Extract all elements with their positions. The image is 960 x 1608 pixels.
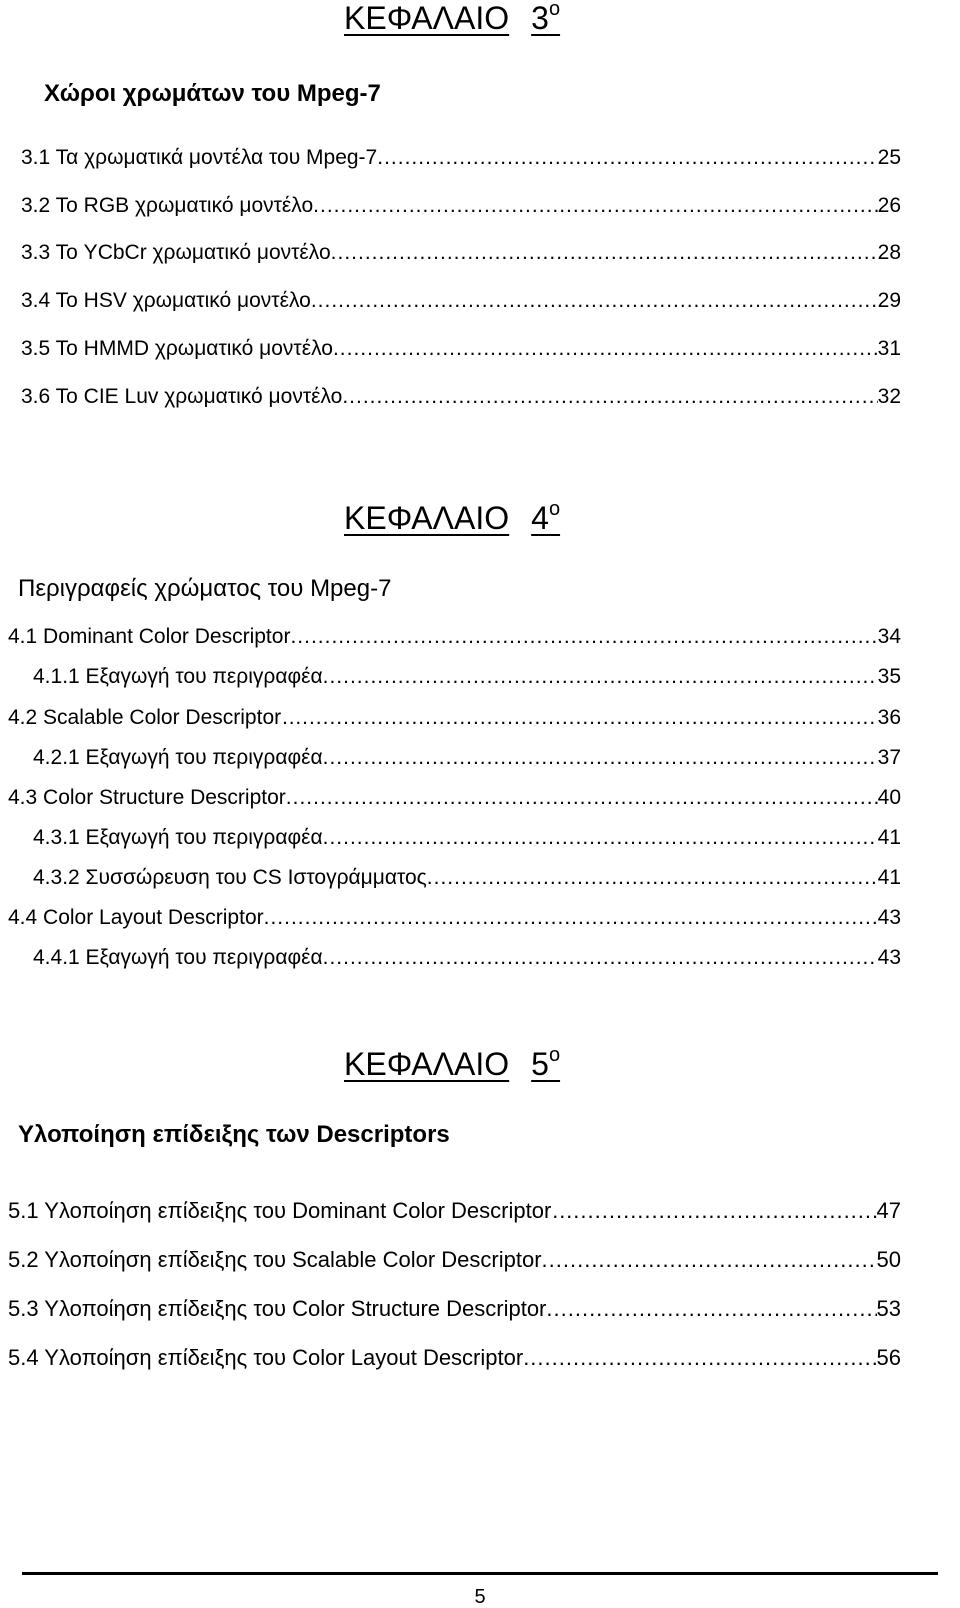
chapter-number: 4 <box>531 500 549 536</box>
toc-entry-page: 43 <box>877 946 901 969</box>
toc-entry-label: 3.3 Το YCbCr χρωματικό μοντέλο <box>21 241 331 264</box>
toc-entry-label: 4.3.1 Εξαγωγή του περιγραφέα <box>33 826 323 849</box>
chapter-superscript: ο <box>548 1044 561 1066</box>
toc-entry-label: 4.3.2 Συσσώρευση του CS Ιστογράμματος <box>33 866 427 889</box>
page-number: 5 <box>474 1586 486 1608</box>
chapter-superscript: ο <box>548 0 561 20</box>
toc-entry[interactable] <box>8 705 901 731</box>
toc-entry-label: 3.5 Το HMMD χρωματικό μοντέλο <box>21 337 333 360</box>
toc-entry[interactable] <box>8 1295 901 1323</box>
chapter-3-heading <box>344 0 560 36</box>
toc-entry-page: 34 <box>877 625 901 648</box>
chapter-superscript: ο <box>548 498 561 520</box>
toc-entry-label: 4.3 Color Structure Descriptor <box>8 786 286 809</box>
toc-entry-page: 50 <box>876 1247 901 1272</box>
toc-entry-label: 3.6 Το CIE Luv χρωματικό μοντέλο <box>21 385 343 408</box>
toc-entry-page: 32 <box>877 385 901 408</box>
toc-entry[interactable] <box>21 145 901 171</box>
toc-leader-dots <box>302 705 878 731</box>
toc-leader-dots <box>546 1295 876 1323</box>
toc-leader-dots <box>323 664 878 690</box>
toc-leader-dots <box>377 145 877 171</box>
toc-entry-page: 25 <box>877 146 901 169</box>
toc-entry-label: 4.4.1 Εξαγωγή του περιγραφέα <box>33 946 323 969</box>
toc-leader-dots <box>286 785 878 811</box>
toc-leader-dots <box>290 624 877 650</box>
toc-entry-label: 4.2.1 Εξαγωγή του περιγραφέα <box>33 746 323 769</box>
toc-entry-page: 41 <box>877 826 901 849</box>
chapter-label: ΚΕΦΑΛΑΙΟ <box>344 1046 510 1082</box>
toc-entry-page: 26 <box>877 194 901 217</box>
toc-entry-label: 4.4 Color Layout Descriptor <box>8 906 264 929</box>
toc-leader-dots <box>342 384 877 410</box>
toc-entry[interactable] <box>33 664 901 690</box>
toc-entry-page: 31 <box>877 337 901 360</box>
toc-entry-label: 4.2 Scalable Color Descriptor… <box>8 706 303 729</box>
toc-entry-page: 53 <box>876 1296 901 1321</box>
toc-leader-dots <box>264 905 878 931</box>
chapter-5-heading <box>344 1046 560 1082</box>
toc-leader-dots <box>333 336 878 362</box>
toc-leader-dots <box>427 865 878 891</box>
toc-entry[interactable] <box>21 288 901 314</box>
toc-entry-label: 3.1 Τα χρωματικά μοντέλα του Mpeg-7 <box>21 146 378 169</box>
toc-leader-dots <box>323 745 878 771</box>
toc-entry-label: 5.4 Υλοποίηση επίδειξης του Color Layout Descriptor <box>8 1345 524 1370</box>
toc-entry-page: 29 <box>877 289 901 312</box>
toc-entry-label: 4.1 Dominant Color Descriptor <box>8 625 291 648</box>
toc-entry[interactable] <box>8 905 901 931</box>
toc-entry[interactable] <box>8 1344 901 1372</box>
toc-entry-label: 5.3 Υλοποίηση επίδειξης του Color Structure Descriptor <box>8 1296 547 1321</box>
toc-entry[interactable] <box>33 945 901 971</box>
toc-entry-label: 5.1 Υλοποίηση επίδειξης του Dominant Color Descriptor… <box>8 1198 574 1223</box>
toc-entry[interactable] <box>8 624 901 650</box>
toc-leader-dots <box>323 825 878 851</box>
toc-entry-page: 28 <box>877 241 901 264</box>
toc-entry-page: 40 <box>877 786 901 809</box>
toc-leader-dots <box>323 945 878 971</box>
toc-entry[interactable] <box>8 785 901 811</box>
toc-entry[interactable] <box>21 336 901 362</box>
toc-entry-label: 3.4 Το HSV χρωματικό μοντέλο <box>21 289 311 312</box>
chapter-4-title: Περιγραφείς χρώματος του Mpeg-7 <box>18 575 392 602</box>
chapter-3-title: Χώροι χρωμάτων του Mpeg-7 <box>44 80 381 107</box>
toc-entry[interactable] <box>21 384 901 410</box>
footer-rule <box>22 1572 938 1575</box>
toc-entry-label: 3.2 Το RGB χρωματικό μοντέλο <box>21 194 314 217</box>
toc-entry-page: 37 <box>877 746 901 769</box>
toc-entry[interactable] <box>33 745 901 771</box>
toc-leader-dots <box>311 288 878 314</box>
toc-entry[interactable] <box>21 240 901 266</box>
toc-leader-dots <box>313 193 877 219</box>
chapter-number: 3 <box>531 0 549 36</box>
toc-entry[interactable] <box>8 1246 901 1274</box>
toc-entry-page: 56 <box>876 1345 901 1370</box>
chapter-4-heading <box>344 500 560 536</box>
toc-entry[interactable] <box>33 825 901 851</box>
chapter-label: ΚΕΦΑΛΑΙΟ <box>344 500 510 536</box>
toc-leader-dots <box>331 240 878 266</box>
toc-entry-page: 47 <box>876 1198 901 1223</box>
toc-entry-label: 5.2 Υλοποίηση επίδειξης του Scalable Color Descriptor <box>8 1247 542 1272</box>
toc-entry-page: 41 <box>877 866 901 889</box>
toc-entry[interactable] <box>21 193 901 219</box>
toc-entry-label: 4.1.1 Εξαγωγή του περιγραφέα <box>33 665 323 688</box>
toc-leader-dots <box>523 1344 876 1372</box>
chapter-5-title: Υλοποίηση επίδειξης των Descriptors <box>18 1121 450 1148</box>
toc-entry[interactable] <box>8 1197 901 1225</box>
toc-entry-page: 36 <box>877 706 901 729</box>
chapter-number: 5 <box>531 1046 549 1082</box>
toc-leader-dots <box>542 1246 877 1274</box>
chapter-label: ΚΕΦΑΛΑΙΟ <box>344 0 510 36</box>
toc-entry[interactable] <box>33 865 901 891</box>
toc-entry-page: 43 <box>877 906 901 929</box>
toc-entry-page: 35 <box>877 665 901 688</box>
toc-leader-dots <box>573 1197 876 1225</box>
